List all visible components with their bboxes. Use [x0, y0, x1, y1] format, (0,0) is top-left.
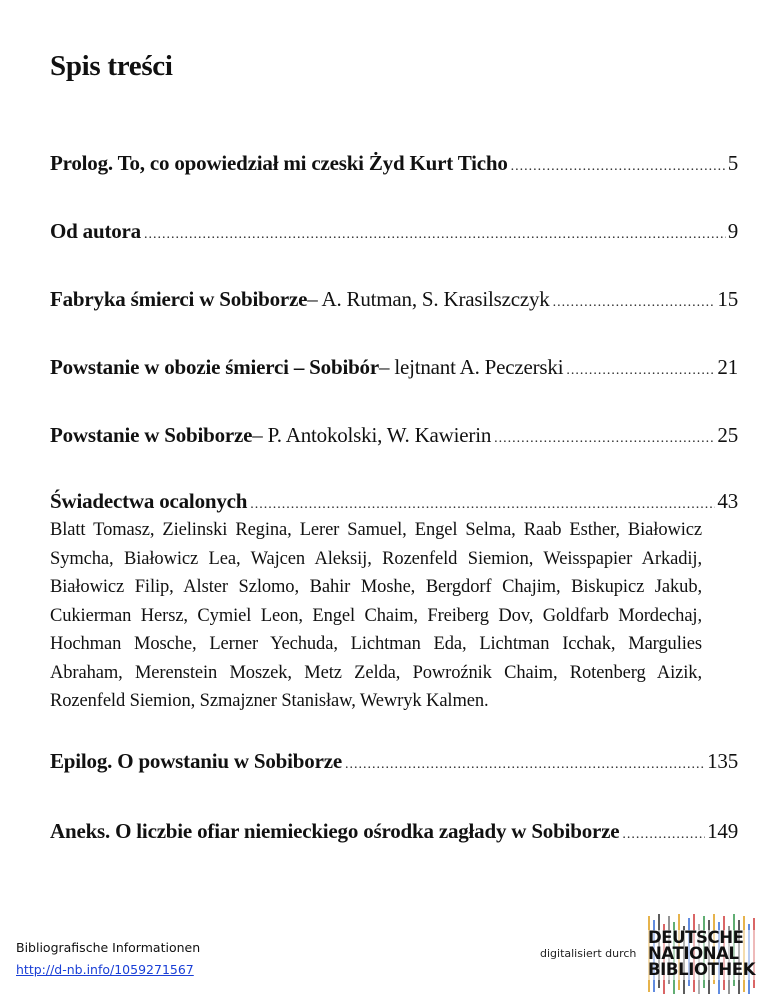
- toc-entry-od-autora: [50, 218, 738, 248]
- toc-dot-leader: [566, 358, 715, 384]
- toc-dot-leader: [511, 154, 726, 180]
- toc-entry-prolog: [50, 150, 738, 180]
- toc-entry-aneks: [50, 818, 738, 848]
- toc-entry-swiadectwa: [50, 488, 738, 518]
- dnb-logo-wordmark: [648, 930, 755, 978]
- toc-page-number: 43: [717, 489, 738, 513]
- toc-entry-powstanie-obozie: [50, 354, 738, 384]
- toc-dot-leader: [250, 492, 715, 518]
- toc-page-number: 149: [707, 819, 738, 843]
- toc-entry-title: Epilog. O powstaniu w Sobiborze: [50, 749, 342, 773]
- toc-entry-powstanie-sobiborze: [50, 422, 738, 452]
- toc-entry-epilog: [50, 748, 738, 778]
- toc-dot-leader: [345, 752, 705, 778]
- toc-entry-title: Fabryka śmierci w Sobiborze: [50, 287, 308, 311]
- page-title: Spis treści: [50, 50, 173, 82]
- toc-entry-title: Powstanie w obozie śmierci – Sobibór: [50, 355, 379, 379]
- toc-dot-leader: [553, 290, 716, 316]
- dnb-record-link[interactable]: http://d-nb.info/1059271567: [16, 962, 194, 977]
- digitized-by-label: digitalisiert durch: [540, 947, 637, 960]
- toc-dot-leader: [622, 822, 705, 848]
- toc-entry-title: Powstanie w Sobiborze: [50, 423, 253, 447]
- toc-entry-title: Prolog. To, co opowiedział mi czeski Żyd Kurt Ticho: [50, 151, 508, 175]
- toc-entry-title: Świadectwa ocalonych: [50, 489, 248, 513]
- toc-entry-authors: – A. Rutman, S. Krasilszczyk: [307, 287, 550, 311]
- toc-dot-leader: [494, 426, 715, 452]
- toc-entry-fabryka: [50, 286, 738, 316]
- toc-dot-leader: [144, 222, 726, 248]
- dnb-logo-line: NATIONAL: [648, 944, 739, 963]
- bibliographic-info: [16, 937, 200, 981]
- toc-entry-title: Aneks. O liczbie ofiar niemieckiego ośrodka zagłady w Sobiborze: [50, 819, 620, 843]
- toc-page-number: 15: [717, 287, 738, 311]
- survivors-list: Blatt Tomasz, Zielinski Regina, Lerer Samuel, Engel Selma, Raab Esther, Białowicz Symcha, Białowicz Lea, Wajcen Aleksij, Rozenfeld Siemion, Weisspapier Arkadij, Białowicz Filip, Alster Szlomo, Bahir Moshe, Bergdorf Chajim, Biskupicz Jakub, Cukierman Hersz, Cymiel Leon, Engel Chaim, Freiberg Dov, Goldfarb Mordechaj, Hochman Mosche, Lerner Yechuda, Lichtman Eda, Lichtman Icchak, Margulies Abraham, Merenstein Moszek, Metz Zelda, Powroźnik Chaim, Rotenberg Aizik, Rozenfeld Siemion, Szmajzner Stanisław, Wewryk Kalmen.: [50, 520, 702, 711]
- toc-page-number: 9: [727, 219, 738, 243]
- dnb-logo: [646, 914, 758, 994]
- toc-entry-authors: – P. Antokolski, W. Kawierin: [252, 423, 492, 447]
- toc-page-number: 21: [717, 355, 738, 379]
- toc-entry-authors: – lejtnant A. Peczerski: [378, 355, 564, 379]
- bibliographic-info-label: Bibliografische Informationen: [16, 940, 201, 955]
- toc-page-number: 135: [707, 749, 738, 773]
- toc-entry-title: Od autora: [50, 219, 141, 243]
- dnb-logo-line: DEUTSCHE: [648, 928, 744, 947]
- toc-page-number: 25: [717, 423, 738, 447]
- toc-page-number: 5: [727, 151, 738, 175]
- dnb-logo-line: BIBLIOTHEK: [648, 960, 756, 979]
